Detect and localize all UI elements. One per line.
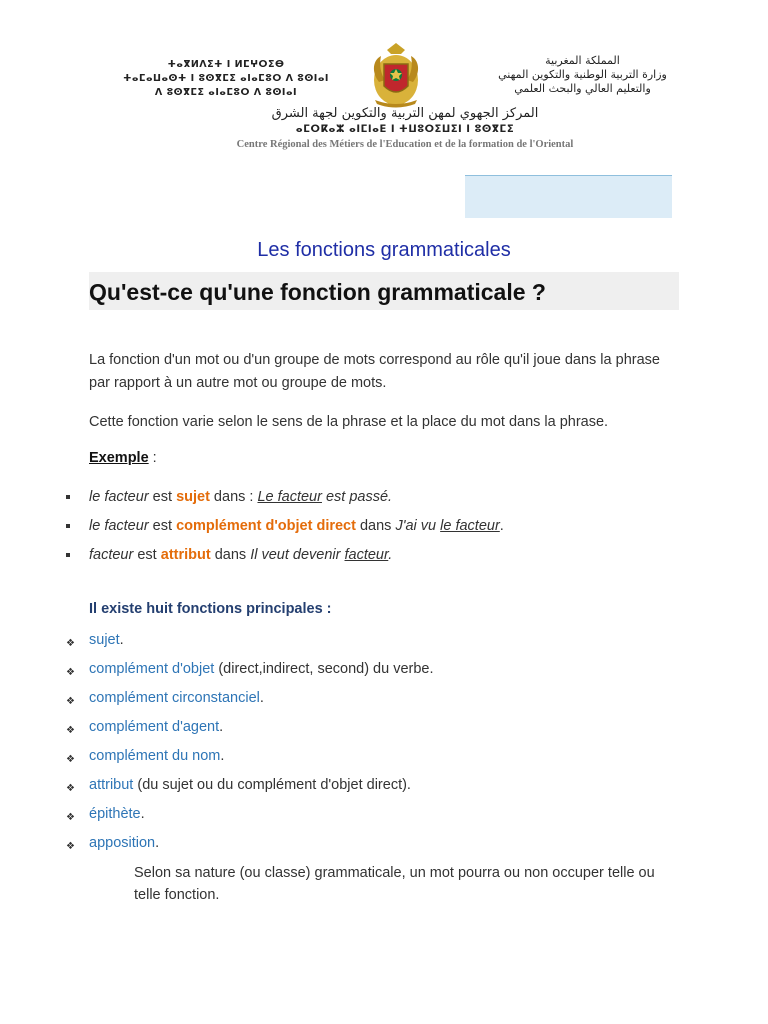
example-label (89, 450, 157, 466)
list-item (66, 715, 434, 744)
example-sentence: J'ai vu (395, 518, 441, 534)
example-rest: . (499, 518, 504, 534)
list-item (66, 543, 504, 572)
diamond-bullet-icon: ❖ (66, 754, 75, 765)
question-text: Qu'est-ce qu'une fonction grammaticale ? (89, 279, 546, 305)
diamond-bullet-icon: ❖ (66, 638, 75, 649)
function-extra: . (140, 806, 145, 822)
example-sentence: Il veut devenir (250, 547, 345, 563)
function-extra: . (155, 835, 160, 851)
centre-name-arabic: المركز الجهوي لمهن التربية والتكوين لجهة الشرق (271, 106, 539, 121)
function-extra: . (220, 748, 225, 764)
diamond-bullet-icon: ❖ (66, 696, 75, 707)
function-extra: . (259, 690, 264, 706)
functions-heading: Il existe huit fonctions principales : (89, 601, 332, 617)
example-connector: dans (355, 518, 396, 534)
list-item (66, 514, 504, 543)
function-extra: . (219, 719, 224, 735)
arabic-line: وزارة التربية الوطنية والتكوين المهني (498, 68, 667, 81)
function-extra: (du sujet ou du complément d'objet direct). (133, 777, 411, 793)
square-bullet-icon (66, 495, 70, 499)
diamond-bullet-icon: ❖ (66, 667, 75, 678)
example-rest: est passé. (321, 489, 393, 505)
example-underlined: Le facteur (257, 489, 322, 505)
list-item (66, 628, 434, 657)
example-function: attribut (160, 547, 211, 563)
list-item (66, 657, 434, 686)
question-heading (89, 272, 679, 310)
example-colon: : (148, 450, 157, 466)
example-list (66, 485, 504, 572)
example-word: le facteur (89, 489, 149, 505)
list-item (66, 686, 434, 715)
example-connector: dans : (209, 489, 258, 505)
blue-text-box (465, 175, 672, 218)
list-item (66, 744, 434, 773)
function-name: complément d'agent (89, 719, 220, 735)
example-label-text: Exemple (89, 450, 149, 466)
arabic-line: والتعليم العالي والبحث العلمي (514, 82, 651, 95)
example-connector: est (133, 547, 161, 563)
list-item (66, 802, 434, 831)
arabic-line: المملكة المغربية (545, 54, 620, 67)
example-connector: est (148, 518, 177, 534)
definition-paragraph: La fonction d'un mot ou d'un groupe de mots correspond au rôle qu'il joue dans la phrase par rapport à un autre mot ou groupe de mots. (89, 352, 660, 391)
function-name: apposition (89, 835, 156, 851)
diamond-bullet-icon: ❖ (66, 725, 75, 736)
tifinagh-line: ⴷ ⵓⵙⴳⵎⵉ ⴰⵏⴰⵎⵓⵔ ⴷ ⵓⵙⵏⴰⵏ (154, 87, 298, 98)
centre-name-tifinagh: ⴰⵎⵔⴽⴰⵣ ⴰⵏⵎⵏⴰⴹ ⵏ ⵜⵡⵓⵔⵉⵡⵉⵏ ⵏ ⵓⵙⴳⵎⵉ (295, 124, 515, 135)
example-word: le facteur (89, 518, 149, 534)
function-name: épithète (89, 806, 141, 822)
example-word: facteur (89, 547, 134, 563)
tifinagh-line: ⵜⴰⵎⴰⵡⴰⵙⵜ ⵏ ⵓⵙⴳⵎⵉ ⴰⵏⴰⵎⵓⵔ ⴷ ⵓⵙⵏⴰⵏ (123, 73, 329, 84)
function-name: complément d'objet (89, 661, 215, 677)
square-bullet-icon (66, 553, 70, 557)
example-function: complément d'objet direct (176, 518, 356, 534)
list-item (66, 773, 434, 802)
diamond-bullet-icon: ❖ (66, 812, 75, 823)
square-bullet-icon (66, 524, 70, 528)
function-name: sujet (89, 632, 120, 648)
example-underlined: facteur (344, 547, 389, 563)
function-extra: (direct,indirect, second) du verbe. (214, 661, 434, 677)
example-underlined: le facteur (440, 518, 500, 534)
moroccan-coat-of-arms-icon (365, 42, 427, 110)
diamond-bullet-icon: ❖ (66, 783, 75, 794)
function-name: attribut (89, 777, 134, 793)
example-connector: est (148, 489, 177, 505)
example-function: sujet (176, 489, 210, 505)
function-name: complément circonstanciel (89, 690, 260, 706)
arabic-ministry-text (455, 54, 710, 96)
letterhead (95, 40, 710, 155)
list-item (66, 831, 434, 860)
document-title: Les fonctions grammaticales (257, 239, 511, 261)
function-extra: . (119, 632, 124, 648)
diamond-bullet-icon: ❖ (66, 841, 75, 852)
centre-name-french: Centre Régional des Métiers de l'Education et de la formation de l'Oriental (236, 139, 574, 150)
example-rest: . (388, 547, 393, 563)
tifinagh-line: ⵜⴰⴳⵍⴷⵉⵜ ⵏ ⵍⵎⵖⵔⵉⴱ (167, 59, 285, 70)
tifinagh-ministry-text (95, 58, 357, 100)
example-connector: dans (210, 547, 251, 563)
closing-paragraph: Selon sa nature (ou classe) grammaticale, un mot pourra ou non occuper telle ou telle fonction. (134, 865, 655, 903)
function-name: complément du nom (89, 748, 221, 764)
variation-paragraph: Cette fonction varie selon le sens de la phrase et la place du mot dans la phrase. (89, 414, 609, 430)
functions-list (66, 628, 434, 860)
list-item (66, 485, 504, 514)
